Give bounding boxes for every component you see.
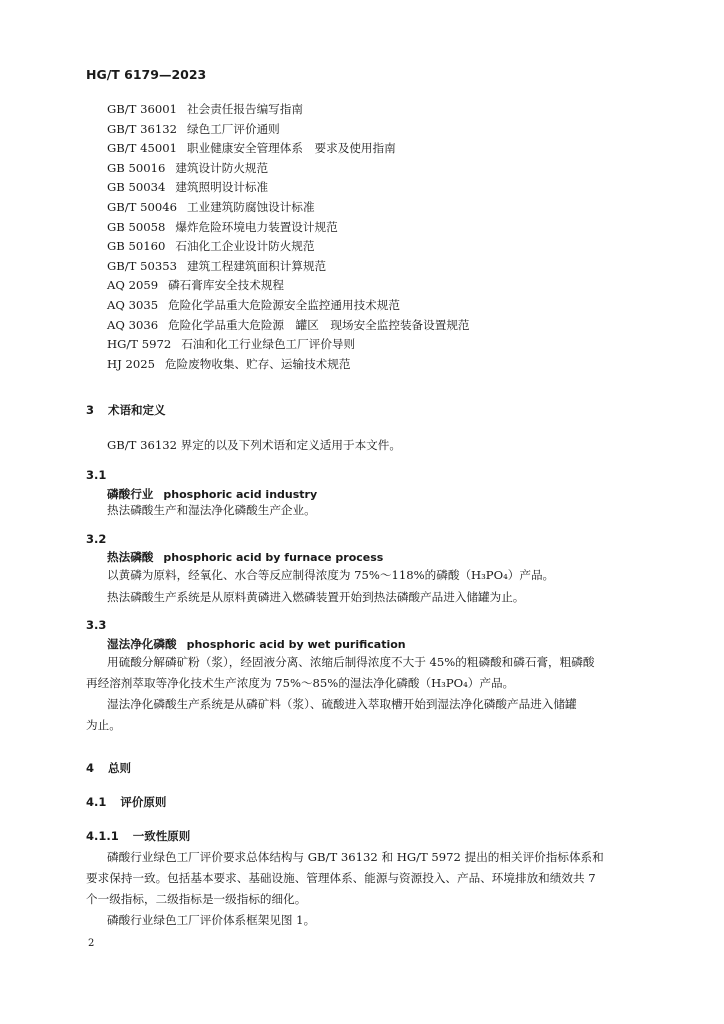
reference-title: 石油和化工行业绿色工厂评价导则 bbox=[181, 337, 356, 352]
section-4-1-1-heading: 4.1.1 一致性原则 bbox=[86, 829, 191, 843]
section-4-1-1-paragraph-line: 磷酸行业绿色工厂评价体系框架见图 1。 bbox=[107, 913, 316, 927]
reference-code: GB 50058 bbox=[107, 219, 166, 234]
reference-code: AQ 3035 bbox=[107, 297, 159, 312]
reference-item bbox=[107, 296, 470, 316]
term-3-3-definition-line: 用硫酸分解磷矿粉（浆），经固液分离、浓缩后制得浓度不大于 45%的粗磷酸和磷石膏，粗磷酸 bbox=[107, 655, 595, 669]
reference-item bbox=[107, 120, 470, 140]
term-3-3-note-line: 为止。 bbox=[86, 718, 121, 732]
reference-code: AQ 3036 bbox=[107, 317, 159, 332]
term-3-3-number: 3.3 bbox=[86, 618, 107, 632]
reference-item bbox=[107, 257, 470, 277]
section-4-1-heading: 4.1 评价原则 bbox=[86, 795, 167, 809]
reference-item bbox=[107, 218, 470, 238]
section-4-1-1-paragraph-line: 磷酸行业绿色工厂评价要求总体结构与 GB/T 36132 和 HG/T 5972 提出的相关评价指标体系和 bbox=[107, 850, 604, 864]
reference-item bbox=[107, 276, 470, 296]
document-header: HG/T 6179—2023 bbox=[86, 67, 207, 82]
section-3-intro: GB/T 36132 界定的以及下列术语和定义适用于本文件。 bbox=[107, 438, 401, 452]
reference-title: 建筑照明设计标准 bbox=[175, 180, 269, 195]
reference-title: 危险废物收集、贮存、运输技术规范 bbox=[164, 356, 351, 371]
reference-code: GB/T 36001 bbox=[107, 102, 177, 116]
reference-title: 危险化学品重大危险源 罐区 现场安全监控装备设置规范 bbox=[168, 317, 470, 332]
reference-code: GB/T 50046 bbox=[107, 199, 177, 214]
section-4-heading: 4 总则 bbox=[86, 761, 132, 775]
reference-code: HJ 2025 bbox=[107, 356, 155, 371]
reference-code: GB 50034 bbox=[107, 180, 166, 195]
term-3-1-title: 磷酸行业 phosphoric acid industry bbox=[107, 487, 318, 501]
term-3-3-definition-line: 再经溶剂萃取等净化技术生产浓度为 75%～85%的湿法净化磷酸（H₃PO₄）产品。 bbox=[86, 676, 515, 690]
reference-title: 危险化学品重大危险源安全监控通用技术规范 bbox=[168, 297, 400, 312]
reference-title: 建筑工程建筑面积计算规范 bbox=[187, 258, 327, 273]
term-3-3-note-line: 湿法净化磷酸生产系统是从磷矿料（浆）、硫酸进入萃取槽开始到湿法净化磷酸产品进入储罐 bbox=[107, 697, 577, 711]
reference-code: AQ 2059 bbox=[107, 278, 159, 293]
reference-title: 磷石膏库安全技术规程 bbox=[168, 278, 285, 293]
reference-title: 职业健康安全管理体系 要求及使用指南 bbox=[187, 141, 396, 156]
reference-item bbox=[107, 316, 470, 336]
section-4-1-1-paragraph-line: 个一级指标，二级指标是一级指标的细化。 bbox=[86, 892, 307, 906]
reference-item bbox=[107, 237, 470, 257]
term-3-2-number: 3.2 bbox=[86, 532, 107, 546]
reference-item bbox=[107, 355, 470, 375]
term-3-1-number: 3.1 bbox=[86, 468, 107, 482]
normative-references-list bbox=[107, 100, 470, 374]
reference-title: 工业建筑防腐蚀设计标准 bbox=[187, 199, 315, 214]
reference-code: GB/T 50353 bbox=[107, 258, 177, 273]
reference-title: 石油化工企业设计防火规范 bbox=[175, 239, 315, 254]
reference-item bbox=[107, 198, 470, 218]
reference-item bbox=[107, 178, 470, 198]
term-3-2-title: 热法磷酸 phosphoric acid by furnace process bbox=[107, 550, 384, 564]
reference-item bbox=[107, 335, 470, 355]
reference-item bbox=[107, 139, 470, 159]
reference-code: HG/T 5972 bbox=[107, 337, 172, 352]
section-4-1-1-paragraph-line: 要求保持一致。包括基本要求、基础设施、管理体系、能源与资源投入、产品、环境排放和绩效共 7 bbox=[86, 871, 596, 885]
reference-code: GB/T 45001 bbox=[107, 141, 177, 156]
reference-item bbox=[107, 100, 470, 120]
term-3-2-definition: 以黄磷为原料，经氧化、水合等反应制得浓度为 75%～118%的磷酸（H₃PO₄）产品。 bbox=[107, 568, 555, 582]
reference-title: 社会责任报告编写指南 bbox=[187, 102, 303, 116]
reference-code: GB/T 36132 bbox=[107, 121, 177, 136]
page-number: 2 bbox=[88, 938, 95, 949]
reference-title: 建筑设计防火规范 bbox=[175, 160, 269, 175]
reference-code: GB 50016 bbox=[107, 160, 166, 175]
reference-title: 绿色工厂评价通则 bbox=[187, 121, 280, 136]
reference-item bbox=[107, 159, 470, 179]
reference-title: 爆炸危险环境电力装置设计规范 bbox=[175, 219, 338, 234]
term-3-1-definition: 热法磷酸生产和湿法净化磷酸生产企业。 bbox=[107, 503, 316, 517]
section-3-heading: 3 术语和定义 bbox=[86, 403, 166, 417]
term-3-2-note: 热法磷酸生产系统是从原料黄磷进入燃磷装置开始到热法磷酸产品进入储罐为止。 bbox=[107, 590, 525, 604]
term-3-3-title: 湿法净化磷酸 phosphoric acid by wet purification bbox=[107, 637, 406, 651]
reference-code: GB 50160 bbox=[107, 239, 166, 254]
